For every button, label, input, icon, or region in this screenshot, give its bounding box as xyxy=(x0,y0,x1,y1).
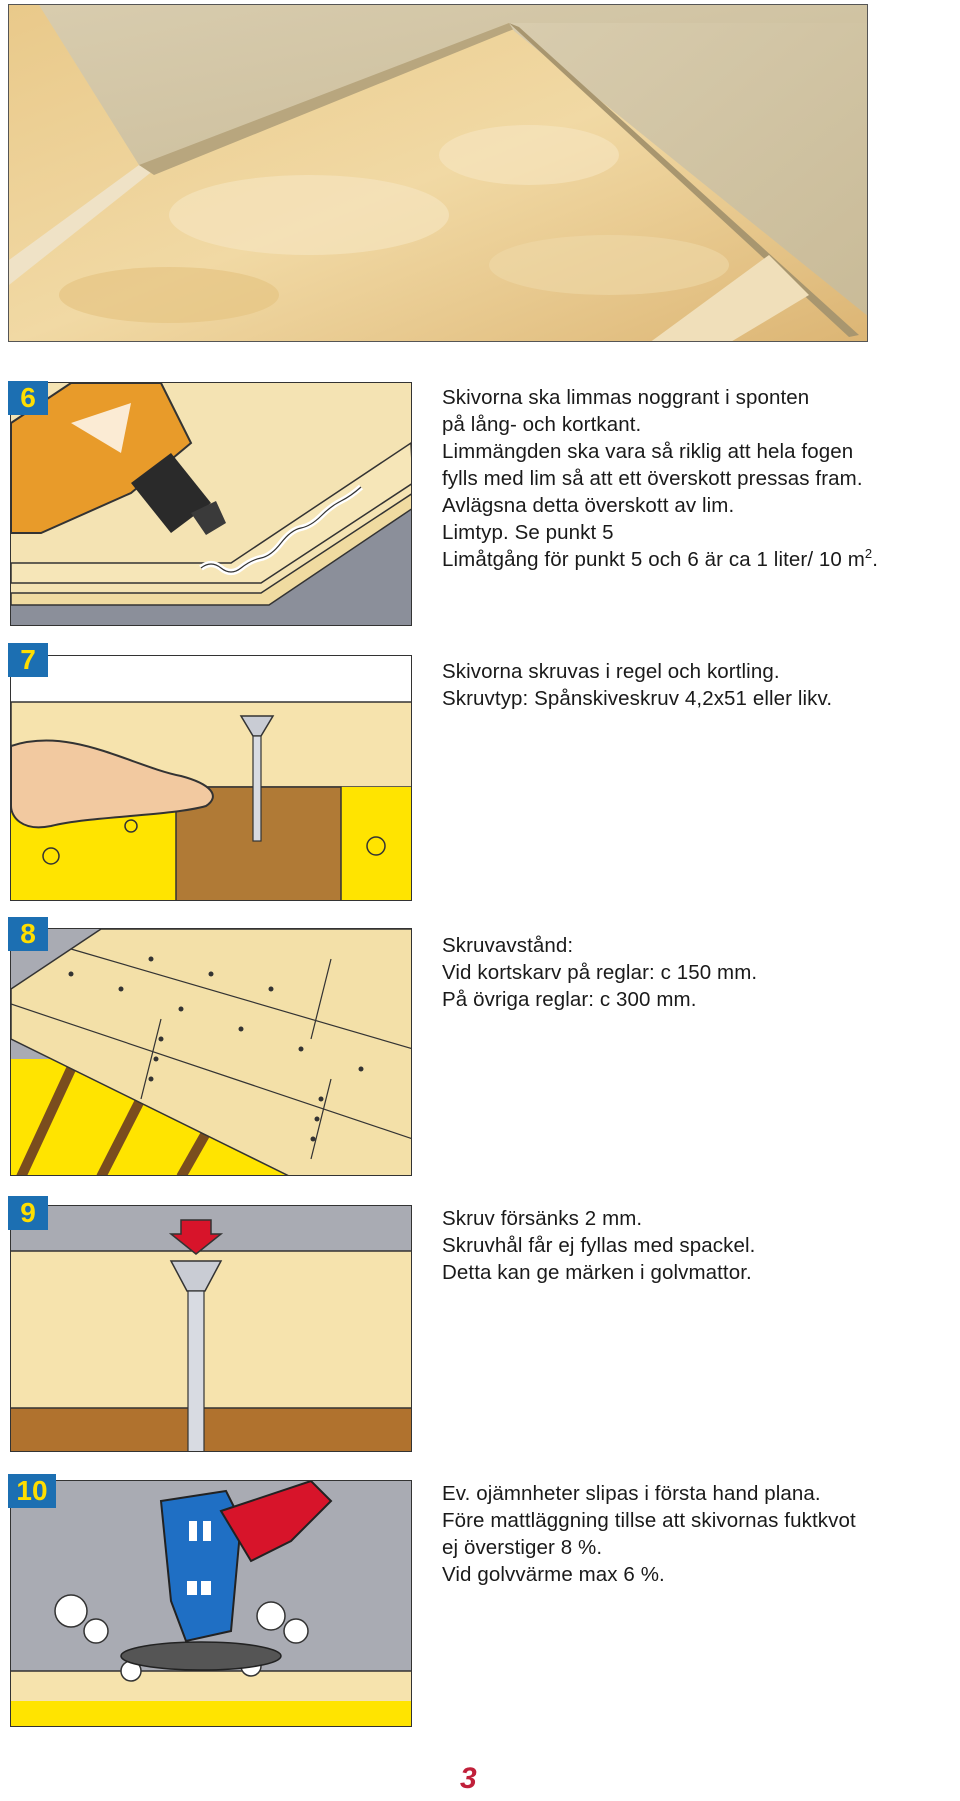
text-line: Vid kortskarv på reglar: c 150 mm. xyxy=(442,961,758,984)
countersunk-screw-illustration xyxy=(10,1205,412,1452)
step-number-badge: 7 xyxy=(8,643,48,677)
hero-photo-chipboard-over-insulation xyxy=(8,4,868,342)
step-number-badge: 9 xyxy=(8,1196,48,1230)
text-line: på lång- och kortkant. xyxy=(442,413,642,436)
text-line: Avlägsna detta överskott av lim. xyxy=(442,494,735,517)
step-7-text xyxy=(442,658,942,712)
text-line: fylls med lim så att ett överskott pressas fram. xyxy=(442,467,863,490)
step-number-badge: 10 xyxy=(8,1474,56,1508)
text-line: Skruvavstånd: xyxy=(442,934,574,957)
text-line-glue-consumption: Limåtgång för punkt 5 och 6 är ca 1 liter/ 10 $m^2$. xyxy=(442,546,879,571)
step-9-text xyxy=(442,1205,942,1286)
text-line: Före mattläggning tillse att skivornas fuktkvot xyxy=(442,1509,856,1532)
page-number: 3 xyxy=(460,1762,477,1795)
glue-bottle-illustration xyxy=(10,382,412,626)
text-line: På övriga reglar: c 300 mm. xyxy=(442,988,697,1011)
text-line: Limmängden ska vara så riklig att hela fogen xyxy=(442,440,854,463)
text-line: Skruv försänks 2 mm. xyxy=(442,1207,643,1230)
step-8-text xyxy=(442,932,942,1013)
text-line: Ev. ojämnheter slipas i första hand plana. xyxy=(442,1482,821,1505)
step-number-badge: 6 xyxy=(8,381,48,415)
text-line: Vid golvvärme max 6 %. xyxy=(442,1563,665,1586)
text-line: Skruvhål får ej fyllas med spackel. xyxy=(442,1234,756,1257)
text-line: ej överstiger 8 %. xyxy=(442,1536,603,1559)
step-10-text xyxy=(442,1480,942,1588)
screwing-illustration xyxy=(10,655,412,901)
text-line: Skivorna skruvas i regel och kortling. xyxy=(442,660,780,683)
step-6-text xyxy=(442,384,942,573)
text-line: Detta kan ge märken i golvmattor. xyxy=(442,1261,752,1284)
text-line: Limtyp. Se punkt 5 xyxy=(442,521,614,544)
text-line: Skruvtyp: Spånskiveskruv 4,2x51 eller likv. xyxy=(442,687,833,710)
text-line: Skivorna ska limmas noggrant i sponten xyxy=(442,386,810,409)
step-number-badge: 8 xyxy=(8,917,48,951)
screw-spacing-illustration xyxy=(10,928,412,1176)
sanding-machine-illustration xyxy=(10,1480,412,1727)
